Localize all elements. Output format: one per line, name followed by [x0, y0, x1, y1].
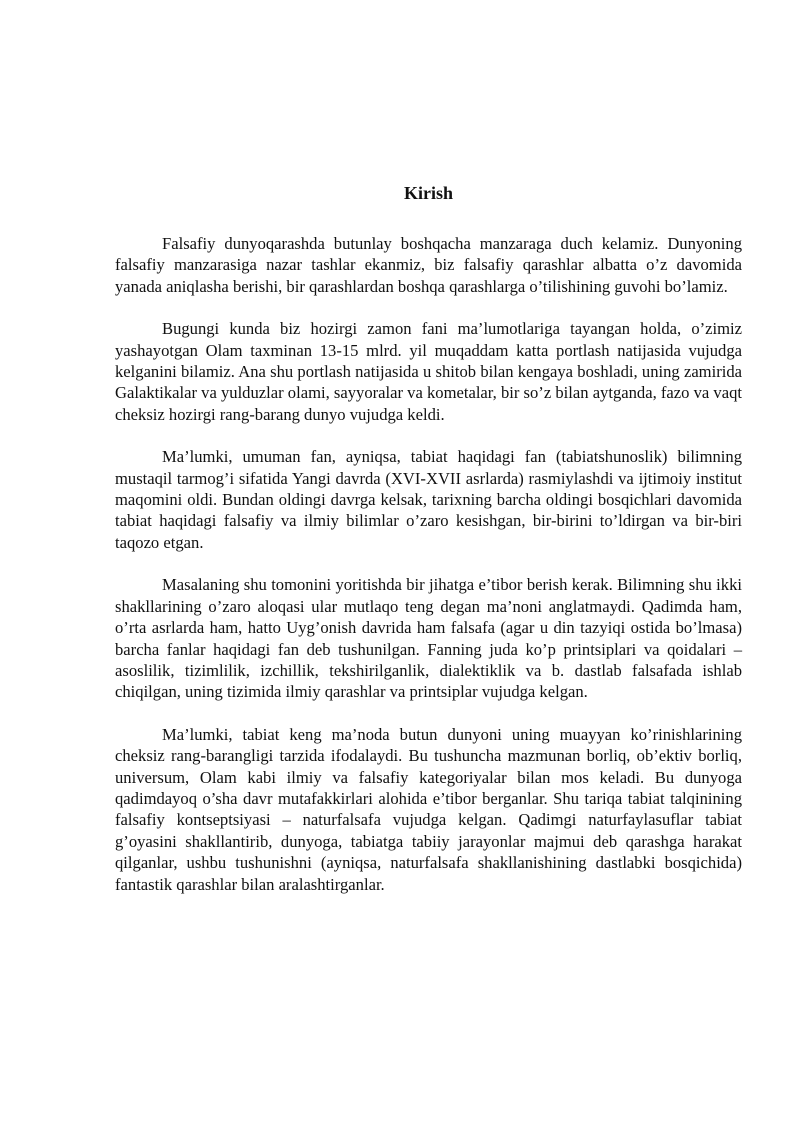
paragraph-3: Ma’lumki, umuman fan, ayniqsa, tabiat haqidagi fan (tabiatshunoslik) bilimning mustaqil tarmog’i sifatida Yangi davrda (XVI-XVII asrlarda) rasmiylashdi va ijtimoiy institut maqomini oldi. Bundan oldingi davrga kelsak, tarixning barcha oldingi bosqichlari davomida tabiat haqidagi falsafiy va ilmiy bilimlar o’zaro kesishgan, bir-birini to’ldirgan va bir-biri taqozo etgan. — [115, 447, 742, 552]
paragraph-1: Falsafiy dunyoqarashda butunlay boshqacha manzaraga duch kelamiz. Dunyoning falsafiy manzarasiga nazar tashlar ekanmiz, biz falsafiy qarashlar albatta o’z davomida yanada aniqlasha berishi, bir qarashlardan boshqa qarashlarga o’tilishining guvohi bo’lamiz. — [115, 234, 742, 296]
paragraph-2: Bugungi kunda biz hozirgi zamon fani ma’lumotlariga tayangan holda, o’zimiz yashayotgan Olam taxminan 13-15 mlrd. yil muqaddam katta portlash natijasida vujudga kelganini bilamiz. Ana shu portlash natijasida u shitob bilan kengaya boshladi, uning zamirida Galaktikalar va yulduzlar olami, sayyoralar va kometalar, bir so’z bilan aytganda, fazo va vaqt cheksiz hozirgi rang-barang dunyo vujudga keldi. — [115, 319, 742, 424]
paragraph-5: Ma’lumki, tabiat keng ma’noda butun dunyoni uning muayyan ko’rinishlarining cheksiz rang-barangligi tarzida ifodalaydi. Bu tushuncha mazmunan borliq, ob’ektiv borliq, universum, Olam kabi ilmiy va falsafiy kategoriyalar bilan mos keladi. Bu dunyoga qadimdayoq o’sha davr mutafakkirlari alohida e’tibor berganlar. Shu tariqa tabiat talqinining falsafiy kontseptsiyasi – naturfalsafa vujudga kelgan. Qadimgi naturfaylasuflar tabiat g’oyasini shakllantirib, dunyoga, tabiatga tabiiy jarayonlar majmui deb qarashga harakat qilganlar, ushbu tushunishni (ayniqsa, naturfalsafa shakllanishining dastlabki bosqichida) fantastik qarashlar bilan aralashtirganlar. — [115, 724, 742, 894]
paragraph-4: Masalaning shu tomonini yoritishda bir jihatga e’tibor berish kerak. Bilimning shu ikki shakllarining o’zaro aloqasi ular mutlaqo teng degan ma’noni anglatmaydi. Qadimda ham, o’rta asrlarda ham, hatto Uyg’onish davrida ham falsafa (agar u din tazyiqi ostida bo’lmasa) barcha fanlar haqidagi fan deb tushunilgan. Fanning juda ko’p printsiplari va qoidalari – asoslilik, tizimlilik, izchillik, tekshirilganlik, dialektiklik va b. dastlab falsafada ishlab chiqilgan, uning tizimida ilmiy qarashlar va printsiplar vujudga kelgan. — [115, 575, 742, 702]
page-title: Kirish — [403, 183, 453, 203]
document-body — [115, 233, 742, 916]
